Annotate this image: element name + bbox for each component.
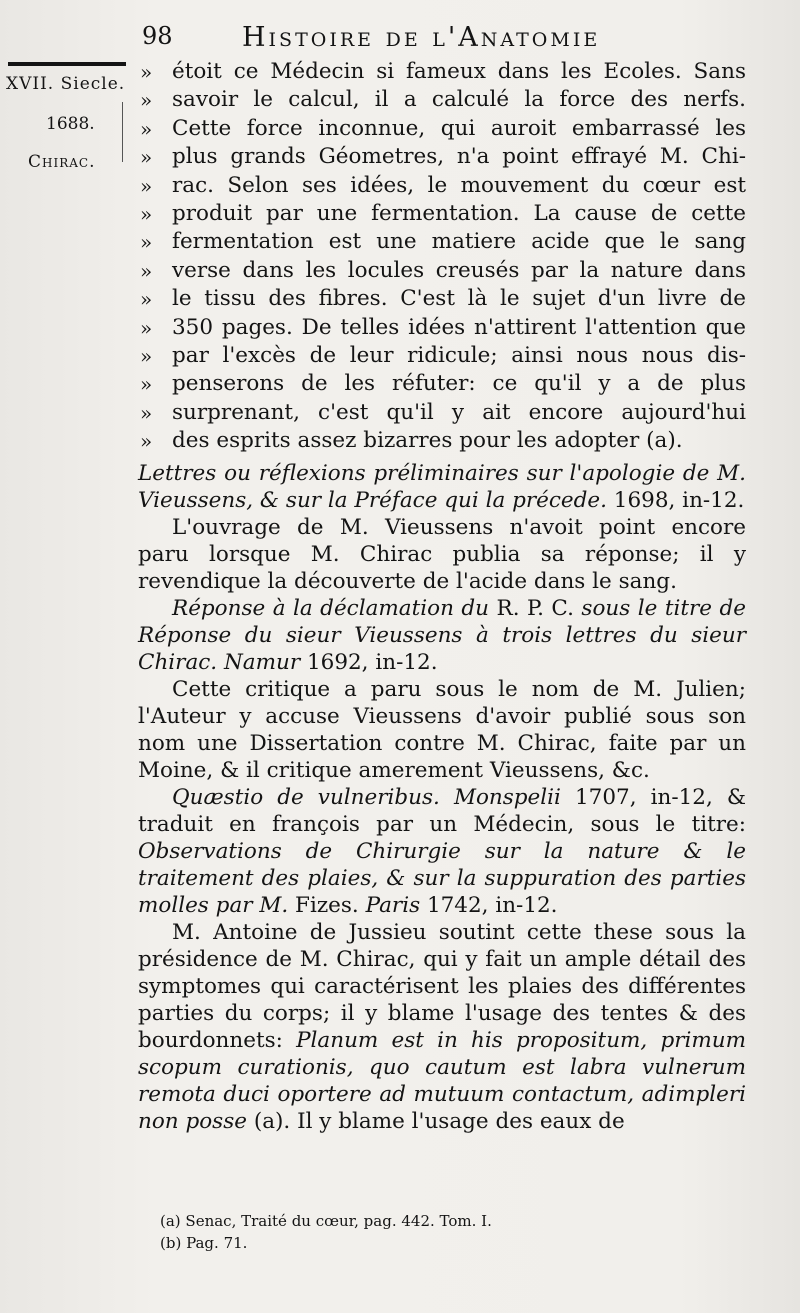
paragraph-reponse (138, 595, 746, 676)
margin-year: 1688. (46, 114, 95, 134)
margin-author: Chirac. (28, 152, 96, 172)
footnote-a: (a) Senac, Traité du cœur, pag. 442. Tom. I. (160, 1212, 492, 1230)
quoted-line: » Cette force inconnue, qui auroit embarrassé les (172, 115, 746, 143)
main-text (138, 460, 746, 1135)
quoted-passage (172, 58, 746, 456)
quoted-line: » par l'excès de leur ridicule; ainsi nous nous dis- (172, 342, 746, 370)
quoted-line: » savoir le calcul, il a calculé la force des nerfs. (172, 86, 746, 114)
quoted-line: » fermentation est une matiere acide que le sang (172, 228, 746, 256)
margin-rule (8, 62, 126, 66)
title-lettres: Lettres ou réflexions préliminaires sur l'apologie de M. Vieussens, & sur la Préface qui la précede. (138, 461, 746, 513)
title-reponse-b: sous le titre de Réponse du sieur Vieussens à trois lettres du sieur Chirac. Namur (138, 596, 746, 675)
quoted-line: » des esprits assez bizarres pour les adopter (a). (172, 427, 746, 455)
jussieu-text: M. Antoine de Jussieu soutint cette these sous la présidence de M. Chirac, qui y fait un ample détail des symptomes qui caractérisent les plaies des différentes parties du corps; il y blame l'usage des tentes & des bourdonnets: (138, 920, 746, 1053)
edition-observations: 1742, in-12. (420, 893, 558, 918)
edition-lettres: 1698, in-12. (606, 488, 745, 513)
quoted-line: » 350 pages. De telles idées n'attirent l'attention que (172, 314, 746, 342)
title-reponse-a: Réponse à la déclamation du (172, 596, 497, 621)
quoted-line: » surprenant, c'est qu'il y ait encore aujourd'hui (172, 399, 746, 427)
quoted-line: » le tissu des fibres. C'est là le sujet d'un livre de (172, 285, 746, 313)
paragraph-quaestio (138, 784, 746, 919)
title-quaestio: Quæstio de vulneribus. Monspelii (172, 785, 561, 810)
edition-quaestio: 1707, in-12, & traduit en françois par un Médecin, sous le titre: (138, 785, 746, 837)
page-number: 98 (142, 22, 173, 50)
title-reponse-rpc: R. P. C. (496, 596, 574, 621)
edition-reponse: 1692, in-12. (300, 650, 438, 675)
quoted-line: » produit par une fermentation. La cause de cette (172, 200, 746, 228)
quoted-line: » plus grands Géometres, n'a point effrayé M. Chi- (172, 143, 746, 171)
paragraph-lettres (138, 460, 746, 514)
paragraph-jussieu (138, 919, 746, 1135)
quoted-line: » rac. Selon ses idées, le mouvement du cœur est (172, 172, 746, 200)
footnotes (160, 1210, 740, 1254)
paragraph-ouvrage: L'ouvrage de M. Vieussens n'avoit point encore paru lorsque M. Chirac publia sa réponse; il y revendique la découverte de l'acide dans le sang. (138, 515, 746, 594)
quoted-line: » étoit ce Médecin si fameux dans les Ecoles. Sans (172, 58, 746, 86)
latin-quote: Planum est in his propositum, primum scopum curationis, quo cautum est labra vulnerum remota duci oportere ad mutuum contactum, adimpleri non posse (138, 1028, 746, 1134)
margin-century: XVII. Siecle. (6, 74, 126, 94)
author-fizes: Fizes. (288, 893, 359, 918)
title-observations: Observations de Chirurgie sur la nature & le traitement des plaies, & sur la suppuration des parties molles par M. (138, 839, 746, 918)
quoted-line: » penserons de les réfuter: ce qu'il y a de plus (172, 370, 746, 398)
footnote-b: (b) Pag. 71. (160, 1234, 248, 1252)
page-header (138, 18, 748, 54)
paragraph-critique: Cette critique a paru sous le nom de M. Julien; l'Auteur y accuse Vieussens d'avoir publié sous son nom une Dissertation contre M. Chirac, faite par un Moine, & il critique amerement Vieussens, &c. (138, 677, 746, 783)
quoted-line: » verse dans les locules creusés par la nature dans (172, 257, 746, 285)
jussieu-text-end: (a). Il y blame l'usage des eaux de (246, 1109, 625, 1134)
margin-divider (122, 102, 123, 162)
running-title: Histoire de l'Anatomie (242, 22, 601, 53)
place-paris: Paris (358, 893, 421, 918)
